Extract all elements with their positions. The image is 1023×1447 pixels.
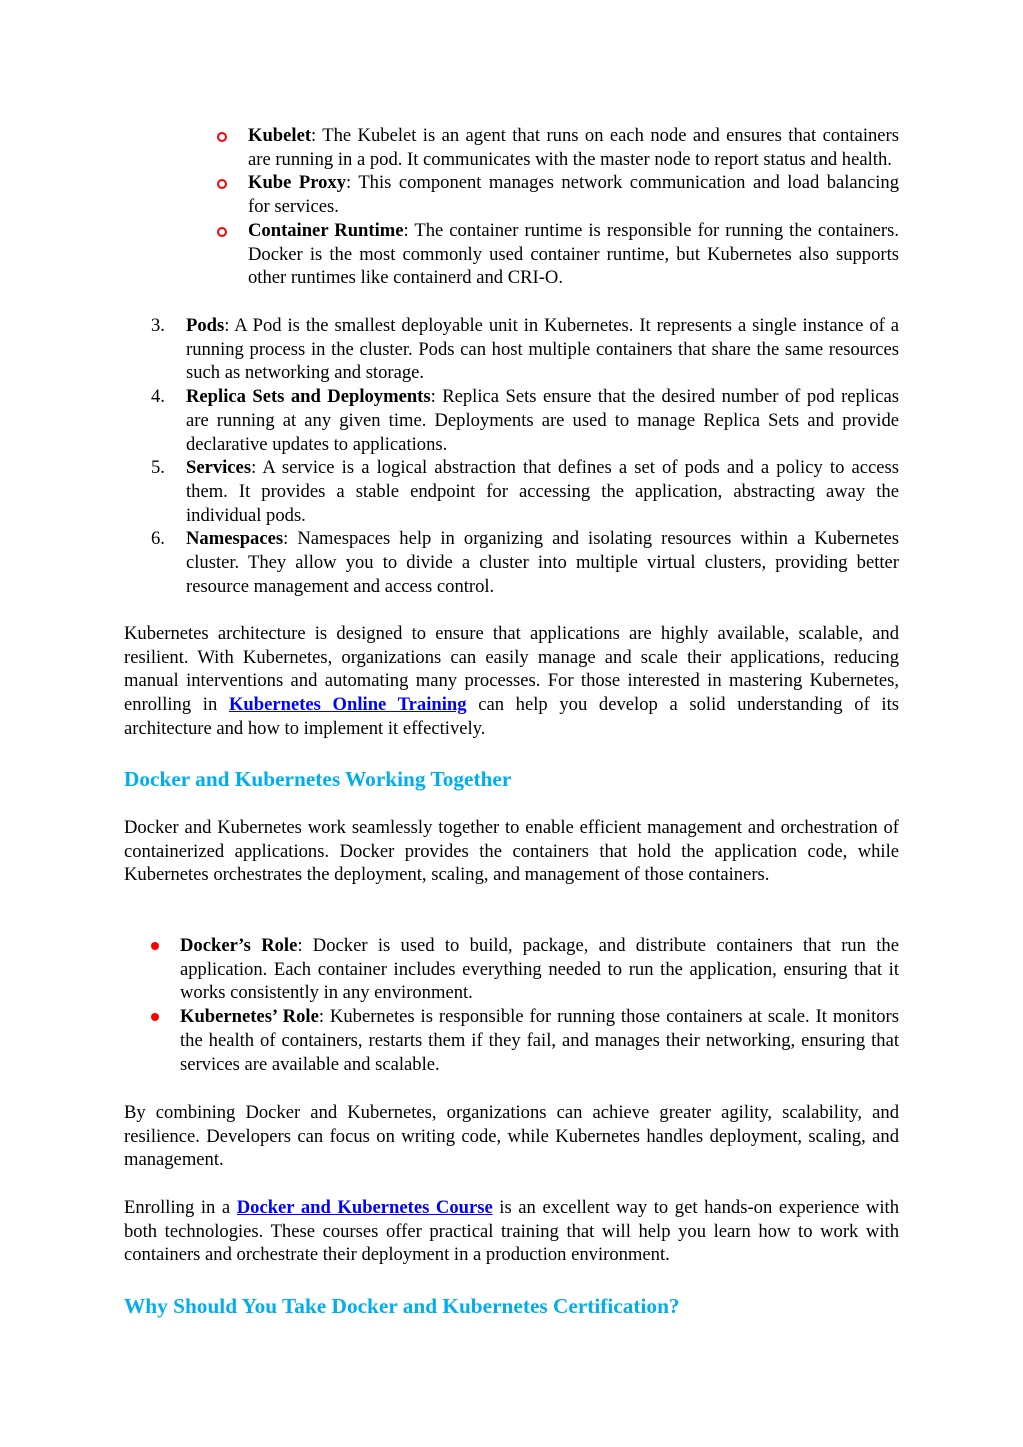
list-item-kubernetes-role	[180, 1005, 899, 1076]
item-text: : Replica Sets ensure that the desired number of pod replicas are running at any given time. Deployments are used to manage Replica Sets and provide declarative updates to applications.	[186, 386, 899, 455]
item-term: Services	[186, 457, 252, 479]
course-paragraph	[124, 1196, 899, 1267]
paragraph-text: is an excellent way to get hands-on experience with both technologies. These courses offer practical training that will help you learn how to work with containers and orchestrate their deployment in a production environment.	[124, 1197, 899, 1266]
architecture-numbered-list	[151, 314, 899, 598]
paragraph-text: Enrolling in a	[124, 1197, 237, 1218]
list-item-services	[151, 456, 899, 527]
disc-bullet-icon	[151, 942, 159, 950]
section-heading-certification: Why Should You Take Docker and Kubernetes Certification?	[124, 1294, 680, 1318]
list-item-namespaces	[151, 527, 899, 598]
item-text: : Namespaces help in organizing and isolating resources within a Kubernetes cluster. They allow you to divide a cluster into multiple virtual clusters, providing better resource management and access control.	[186, 528, 899, 597]
item-text: : Kubernetes is responsible for running those containers at scale. It monitors the health of containers, restarts them if they fail, and manages their networking, ensuring that services are available and scalable.	[180, 1006, 899, 1075]
list-item-pods	[151, 314, 899, 385]
circle-bullet-icon	[217, 132, 227, 142]
item-term: Replica Sets and Deployments	[186, 386, 431, 408]
item-number: 3.	[151, 315, 165, 336]
item-text: : This component manages network communication and load balancing for services.	[248, 172, 899, 218]
section-heading-working-together: Docker and Kubernetes Working Together	[124, 767, 512, 791]
kubernetes-online-training-link[interactable]: Kubernetes Online Training	[228, 694, 467, 716]
item-text: : The container runtime is responsible for running the containers. Docker is the most commonly used container runtime, but Kubernetes also supports other runtimes like containerd and CRI-O.	[248, 219, 899, 289]
architecture-summary-paragraph	[124, 622, 899, 741]
disc-bullet-icon	[151, 1013, 159, 1021]
item-term: Namespaces	[186, 528, 284, 550]
item-term: Container Runtime	[248, 219, 404, 241]
item-number: 4.	[151, 386, 165, 408]
paragraph-text: Kubernetes architecture is designed to ensure that applications are highly available, scalable, and resilient. With Kubernetes, organizations can easily manage and scale their applications, reducing manual interventions and automating many processes. For those interested in mastering Kubernetes, enrolling in	[124, 623, 899, 716]
list-item-kube-proxy	[248, 171, 899, 218]
item-number: 6.	[151, 528, 165, 550]
list-item-docker-role	[180, 934, 899, 1005]
item-number: 5.	[151, 457, 165, 479]
roles-bullet-list	[180, 934, 899, 1076]
docker-kubernetes-course-link[interactable]: Docker and Kubernetes Course	[236, 1197, 493, 1218]
list-item-replica-sets	[151, 385, 899, 456]
list-item-kubelet	[248, 124, 899, 171]
circle-bullet-icon	[217, 227, 227, 237]
circle-bullet-icon	[217, 179, 227, 189]
list-item-container-runtime	[248, 219, 899, 290]
item-term: Kubelet	[248, 125, 312, 146]
item-text: : Docker is used to build, package, and distribute containers that run the application. Each container includes everything needed to run the application, ensuring that it works consistently in any environment.	[180, 935, 899, 1004]
node-components-list	[248, 124, 899, 290]
item-term: Kubernetes’ Role	[180, 1006, 319, 1028]
item-term: Docker’s Role	[180, 935, 298, 956]
item-term: Pods	[186, 315, 225, 336]
item-text: : A Pod is the smallest deployable unit in Kubernetes. It represents a single instance of a running process in the cluster. Pods can host multiple containers that share the same resources such as networking and storage.	[186, 315, 899, 384]
working-together-paragraph: Docker and Kubernetes work seamlessly together to enable efficient management and orchestration of containerized applications. Docker provides the containers that hold the application code, while Kubernetes orchestrates the deployment, scaling, and management of those containers.	[124, 817, 899, 886]
item-text: : The Kubelet is an agent that runs on each node and ensures that containers are running in a pod. It communicates with the master node to report status and health.	[248, 125, 899, 170]
item-text: : A service is a logical abstraction that defines a set of pods and a policy to access them. It provides a stable endpoint for accessing the application, abstracting away the individual pods.	[186, 457, 899, 526]
paragraph-text: can help you develop a solid understanding of its architecture and how to implement it effectively.	[124, 694, 900, 739]
item-term: Kube Proxy	[248, 172, 347, 194]
combining-paragraph: By combining Docker and Kubernetes, organizations can achieve greater agility, scalability, and resilience. Developers can focus on writing code, while Kubernetes handles deployment, scaling, and management.	[124, 1102, 899, 1171]
